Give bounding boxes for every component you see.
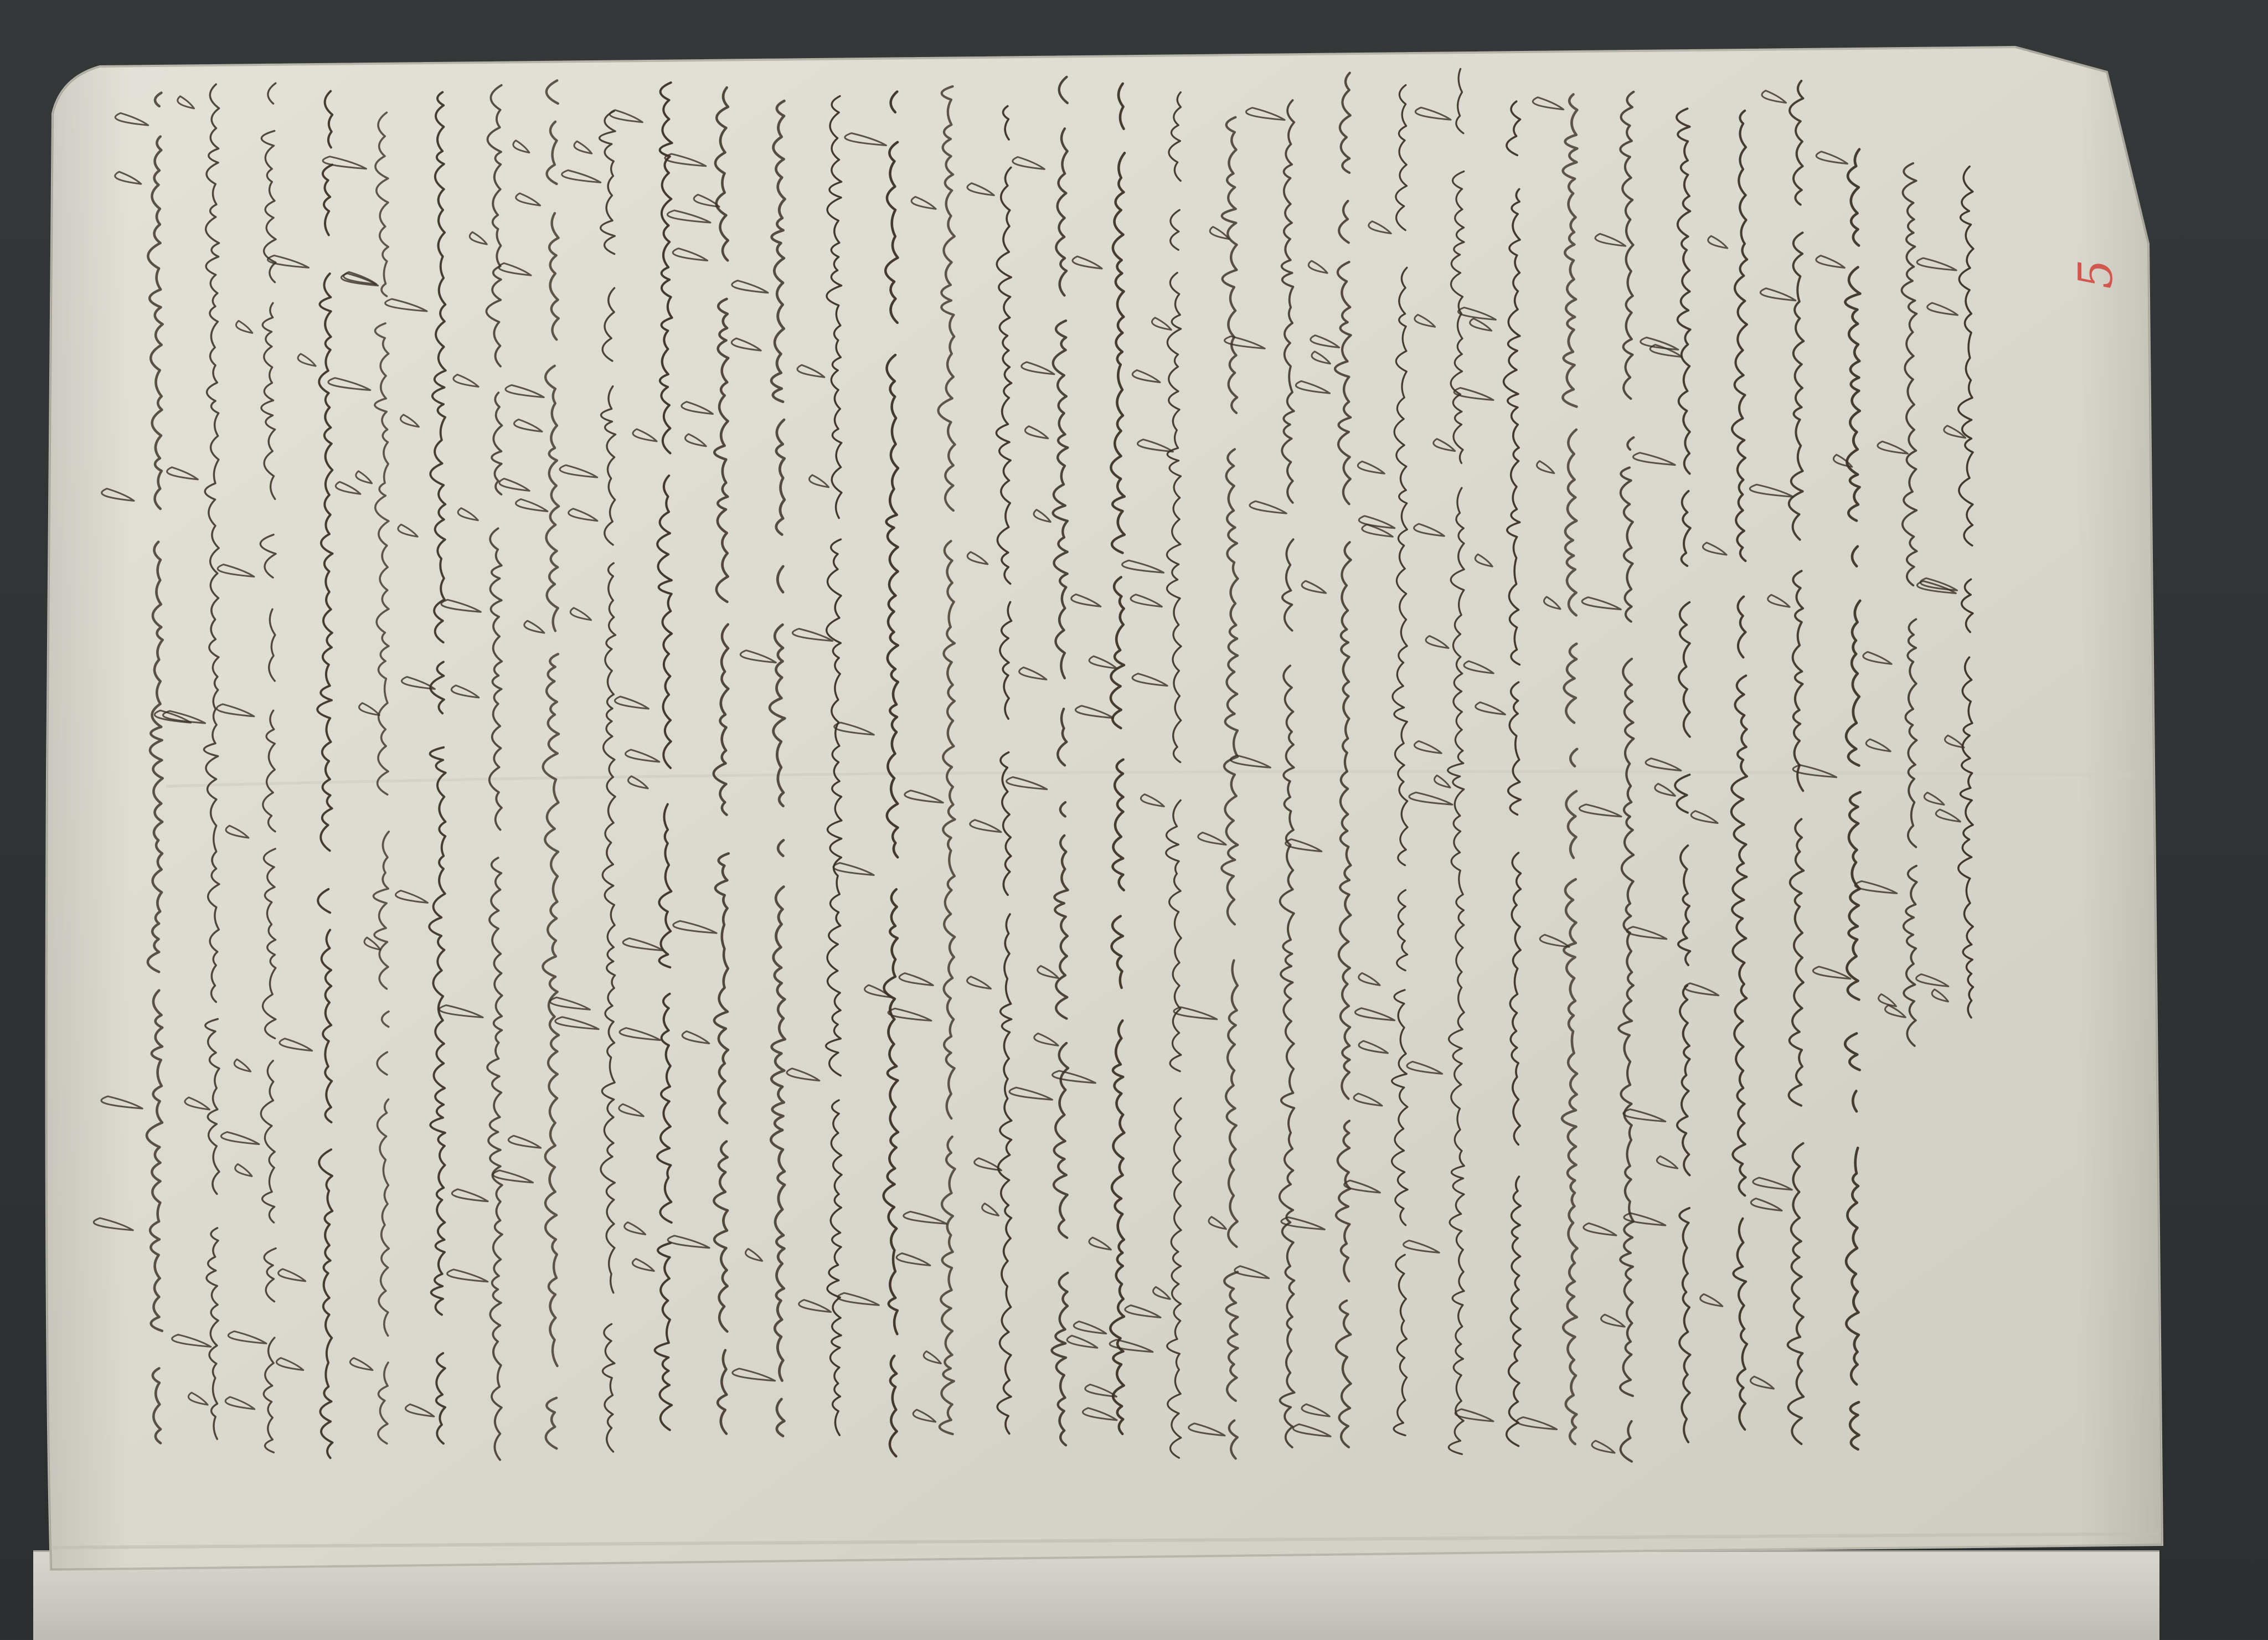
handwriting-ascender (1936, 809, 1960, 822)
handwriting-ascender (356, 471, 372, 483)
handwriting-ascender (506, 385, 544, 398)
handwriting-ascender (451, 685, 479, 698)
handwriting-ascender (1083, 1408, 1117, 1420)
handwriting-ascender (1089, 1237, 1111, 1250)
handwriting-line (1110, 84, 1125, 1434)
handwriting-ascender (1813, 967, 1851, 979)
handwriting-line (714, 87, 729, 1433)
handwriting-ascender (673, 249, 707, 261)
handwriting-ascender (1540, 935, 1569, 947)
handwriting-ascender (439, 1005, 483, 1018)
handwriting-ascender (620, 1028, 660, 1040)
handwriting-line (884, 92, 898, 1457)
handwriting-ascender (899, 973, 933, 986)
handwriting-ascender (1927, 303, 1958, 315)
handwriting-ascender (1013, 157, 1045, 169)
handwriting-ascender (560, 465, 597, 477)
handwriting-ascender (904, 1211, 947, 1224)
handwriting-ascender (1691, 811, 1718, 823)
handwriting-ascender (1085, 1385, 1117, 1397)
handwriting-ascender (845, 133, 886, 146)
handwriting-ascender (1369, 221, 1391, 234)
handwriting-ascender (1517, 1417, 1556, 1430)
handwriting-line (826, 61, 842, 1436)
handwriting-ascender (1053, 1071, 1096, 1083)
handwriting-ascender (1034, 510, 1050, 522)
handwriting-ascender (1009, 1087, 1053, 1100)
handwriting-ascender (632, 1259, 654, 1271)
handwriting-ascender (1089, 656, 1117, 668)
handwriting-ascender (235, 1164, 252, 1176)
handwriting-line (147, 93, 163, 1443)
handwriting-ascender (1623, 1110, 1666, 1122)
handwriting-ascender (668, 1236, 709, 1248)
handwriting-ascender (1633, 453, 1675, 465)
handwriting-line (1504, 101, 1521, 1446)
handwriting-ascender (619, 1104, 644, 1116)
handwriting-ascender (1210, 227, 1229, 239)
handwriting-ascender (1470, 318, 1492, 331)
handwriting-ascender (1022, 362, 1054, 374)
handwriting-ascender (1464, 661, 1493, 673)
handwriting-line (1675, 109, 1690, 1442)
handwriting-ascender (452, 1189, 488, 1201)
handwriting-ascender (441, 600, 481, 612)
handwriting-line (770, 101, 785, 1436)
handwriting-line (1448, 69, 1465, 1454)
handwriting-ascender (1153, 1287, 1170, 1299)
handwriting-ascender (1007, 777, 1047, 790)
handwriting-line (260, 83, 276, 1452)
handwriting-ascender (1125, 1306, 1161, 1318)
handwriting-ascender (1152, 318, 1171, 330)
handwriting-ascender (623, 938, 663, 951)
handwriting-ascender (188, 1393, 208, 1405)
handwriting-ascender (1584, 1223, 1616, 1235)
handwriting-ascender (570, 608, 591, 620)
handwriting-ascender (167, 467, 198, 479)
handwriting-ascender (982, 1204, 999, 1216)
handwriting-ascender (1684, 983, 1718, 996)
handwriting-ascender (1582, 597, 1621, 610)
handwriting-ascender (1132, 370, 1160, 383)
handwriting-line (1958, 167, 1973, 1018)
handwriting-ascender (1476, 702, 1506, 714)
handwriting-ascender (1945, 735, 1964, 747)
handwriting-ascender (115, 113, 148, 125)
handwriting-line (1221, 90, 1238, 1459)
handwriting-ascender (447, 1270, 488, 1282)
handwriting-ascender (1138, 440, 1173, 452)
handwriting-line (1618, 92, 1633, 1462)
handwriting-ascender (838, 1293, 879, 1305)
handwriting-ascender (1434, 439, 1455, 451)
handwriting-ascender (1110, 1340, 1153, 1352)
handwriting-ascender (685, 434, 706, 446)
handwriting-ascender (398, 524, 417, 537)
handwriting-ascender (1703, 543, 1726, 555)
handwriting-ascender (610, 110, 642, 122)
handwriting-line (1051, 77, 1068, 1445)
handwriting-ascender (1753, 1178, 1792, 1190)
handwriting-ascender (516, 499, 548, 512)
handwriting-ascender (1141, 795, 1164, 807)
handwriting-ascender (740, 651, 776, 663)
handwriting-ascender (797, 365, 824, 377)
handwriting-ascender (746, 1249, 762, 1261)
handwriting-ascender (1924, 792, 1944, 804)
handwriting-ascender (458, 508, 478, 520)
handwriting-ascender (1302, 581, 1326, 593)
handwriting-ascender (1198, 833, 1226, 845)
folio-number: 5 (2069, 259, 2123, 289)
handwriting-ascender (336, 482, 360, 494)
handwriting-line (1392, 85, 1408, 1436)
handwriting-ascender (1067, 1335, 1097, 1348)
handwriting-ascender (513, 141, 529, 153)
handwriting-ascender (673, 921, 717, 933)
handwriting-ascender (405, 1404, 434, 1416)
handwriting-ascender (1311, 336, 1339, 348)
handwriting-ascender (667, 210, 710, 223)
handwriting-line (1845, 149, 1860, 1450)
handwriting-ascender (628, 776, 648, 788)
handwriting-ascender (1700, 1294, 1723, 1306)
handwriting-line (1731, 111, 1747, 1430)
handwriting-ascender (1917, 258, 1956, 270)
handwriting-ascender (298, 354, 316, 366)
handwriting-line (1788, 81, 1804, 1444)
handwriting-ascender (967, 183, 994, 195)
handwriting-ascender (514, 420, 542, 432)
handwriting-ascender (1544, 597, 1560, 609)
handwriting-ascender (1302, 1404, 1329, 1416)
handwriting-ascender (1246, 108, 1285, 120)
handwriting-ascender (1627, 927, 1667, 939)
handwriting-ascender (834, 723, 874, 735)
handwriting-line (486, 85, 502, 1460)
handwriting-line (373, 85, 389, 1443)
handwriting-ascender (1855, 881, 1897, 893)
handwriting-line (996, 106, 1011, 1434)
handwriting-ascender (1075, 706, 1113, 718)
handwriting-line (429, 92, 446, 1444)
handwriting-ascender (1866, 739, 1890, 751)
handwriting-ascender (1209, 1217, 1226, 1229)
ink-lines (94, 61, 1973, 1462)
handwriting-ascender (350, 1358, 373, 1370)
handwriting-ascender (1312, 352, 1330, 364)
handwriting-ascender (280, 1039, 312, 1051)
handwriting-ascender (732, 281, 768, 293)
handwriting-ascender (1762, 91, 1786, 103)
handwriting-ascender (787, 1069, 819, 1081)
handwriting-ascender (1407, 1061, 1442, 1074)
handwriting-ascender (470, 232, 487, 244)
handwriting-ascender (625, 1223, 646, 1235)
handwriting-ascender (1863, 652, 1891, 664)
handwriting-ascender (221, 1132, 259, 1144)
handwriting-ascender (359, 703, 380, 715)
handwriting-ascender (1358, 461, 1384, 473)
handwriting-ascender (1641, 338, 1678, 350)
handwriting-ascender (185, 1097, 210, 1110)
handwriting-ascender (516, 193, 540, 205)
handwriting-ascender (731, 338, 761, 350)
handwriting-ascender (1750, 1376, 1774, 1389)
handwriting-ascender (1595, 234, 1626, 246)
handwriting-ascender (665, 154, 706, 166)
handwriting-line (1562, 94, 1577, 1444)
handwriting-ascender (1250, 501, 1286, 513)
handwriting-ascender (1750, 484, 1793, 497)
handwriting-ascender (911, 197, 936, 209)
handwriting-line (317, 91, 332, 1458)
handwriting-ascender (101, 1096, 142, 1108)
handwriting-ascender (1932, 989, 1948, 1002)
handwriting-ascender (453, 375, 478, 387)
handwriting-ascender (1073, 256, 1102, 269)
handwriting-ascender (1296, 381, 1329, 393)
handwriting-ascender (172, 1334, 211, 1347)
handwriting-ascender (970, 820, 1001, 832)
handwriting-ascender (1426, 636, 1449, 648)
handwriting-ascender (1579, 804, 1621, 817)
handwriting-line (600, 74, 616, 1452)
handwriting-ascender (1131, 595, 1162, 607)
handwriting-ascender (102, 489, 134, 501)
handwriting-ascender (1816, 256, 1845, 268)
handwriting-ascender (234, 1059, 250, 1071)
handwriting-ascender (1409, 792, 1452, 804)
handwriting-ascender (733, 1369, 775, 1381)
handwriting-ascender (276, 1358, 303, 1370)
handwriting-ascender (508, 1136, 540, 1148)
handwriting-ascender (1404, 1240, 1440, 1252)
handwriting-ascender (626, 750, 659, 762)
handwriting-ascender (1458, 307, 1496, 319)
handwriting-line (1901, 163, 1916, 1046)
handwriting-line (1335, 73, 1351, 1447)
handwriting-ascender (1293, 1424, 1331, 1436)
handwriting-ascender (1537, 461, 1554, 473)
handwriting-line (1280, 100, 1295, 1447)
handwriting-line (655, 82, 672, 1430)
handwriting-line (204, 84, 219, 1439)
handwriting-ascender (1235, 1266, 1269, 1278)
handwriting-ascender (1355, 1008, 1394, 1020)
handwriting-ascender (905, 791, 943, 803)
handwriting-ascender (178, 96, 194, 109)
handwriting-ascender (218, 565, 254, 577)
handwriting-ascender (569, 509, 597, 521)
handwriting-ascender (1592, 1441, 1615, 1453)
handwriting-ascender (967, 977, 991, 989)
handwriting-ascender (682, 1032, 709, 1044)
handwriting-ascender (228, 1331, 266, 1343)
handwriting-line (939, 86, 955, 1434)
handwriting-ascender (1308, 261, 1327, 273)
handwriting-ascender (1359, 1041, 1388, 1053)
handwriting-ascender (1132, 674, 1167, 686)
handwriting-ascender (1344, 1180, 1380, 1193)
handwriting-ascender (1657, 1156, 1677, 1168)
handwriting-ascender (1074, 1322, 1106, 1334)
handwriting-ascender (396, 891, 428, 903)
handwriting-ascender (493, 1170, 533, 1183)
handwriting-ascender (115, 172, 141, 184)
handwriting-ascender (499, 478, 529, 491)
handwriting-ascender (217, 704, 254, 716)
handwriting-ascender (809, 475, 828, 487)
handwriting-ascender (1038, 966, 1059, 978)
handwriting-ascender (682, 402, 713, 414)
handwriting-ascender (1768, 595, 1790, 607)
handwriting-ascender (1879, 994, 1896, 1007)
handwriting-ascender (1655, 783, 1676, 796)
handwriting-ascender (967, 552, 988, 564)
handwriting-ascender (1533, 97, 1563, 110)
handwriting-ascender (896, 1254, 930, 1266)
handwriting-ascender (225, 1397, 255, 1409)
handwriting-ascender (1878, 441, 1908, 453)
handwriting-ascender (279, 1269, 306, 1281)
handwriting-ascender (562, 171, 601, 183)
handwriting-ascender (833, 863, 874, 875)
handwriting-ascender (236, 321, 252, 333)
handwriting-ascender (1034, 1033, 1058, 1045)
handwriting-ascender (1646, 759, 1681, 771)
handwriting-ascender (913, 1410, 935, 1422)
handwriting-ascender (1415, 107, 1451, 120)
handwriting-ascender (1760, 288, 1796, 301)
handwriting-ascender (1415, 314, 1435, 327)
handwriting-ascender (1920, 578, 1957, 590)
handwriting-ascender (499, 263, 531, 275)
handwriting-ascender (1816, 152, 1847, 164)
handwriting-ascender (1414, 741, 1441, 753)
handwriting-ascender (1189, 1424, 1225, 1436)
handwriting-ascender (574, 141, 592, 153)
handwriting-ascender (94, 1218, 133, 1230)
handwriting-ascender (524, 621, 544, 633)
handwriting-ascender (865, 985, 891, 997)
handwriting-ascender (1601, 1314, 1625, 1327)
handwriting-ascender (1025, 426, 1048, 439)
handwriting-ascender (1071, 594, 1101, 606)
handwriting-ascender (615, 697, 648, 709)
handwriting-ascender (633, 429, 657, 441)
handwriting-ascender (328, 378, 370, 390)
handwriting-ascender (385, 299, 427, 311)
handwriting-line (1166, 92, 1182, 1458)
handwriting-ascender (1414, 524, 1445, 536)
handwriting-ascender (1019, 667, 1047, 679)
handwriting-ascender (1359, 973, 1380, 985)
handwriting-ascender (555, 1017, 599, 1029)
handwriting-ascender (1475, 554, 1492, 566)
handwriting-ascender (1751, 1199, 1782, 1211)
handwriting-ascender (799, 1300, 831, 1312)
handwriting-ascender (1708, 236, 1728, 248)
handwriting-ascender (1122, 560, 1164, 573)
handwriting-line (543, 80, 559, 1448)
handwriting-ascender (924, 1352, 941, 1364)
handwriting-ascender (1916, 974, 1949, 987)
handwriting-ascender (1435, 775, 1451, 787)
handwriting-ascender (1354, 1094, 1382, 1106)
handwriting-ascender (400, 415, 419, 427)
handwriting-ascender (226, 826, 249, 838)
handwriting-ascender (550, 997, 590, 1009)
